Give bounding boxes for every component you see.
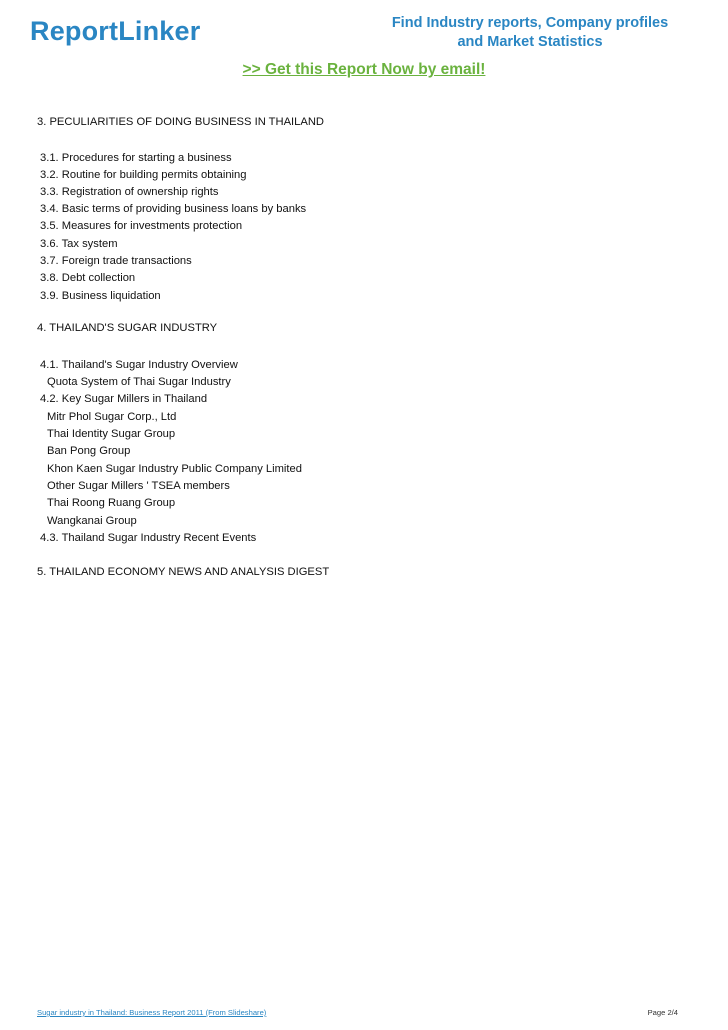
section-3-title: 3. PECULIARITIES OF DOING BUSINESS IN THAILAND	[37, 116, 325, 128]
tagline-line-2: and Market Statistics	[457, 34, 603, 50]
page-number: Page 2/4	[647, 1008, 678, 1017]
toc-item: 3.4. Basic terms of providing business loans by banks	[40, 203, 307, 215]
toc-item: 3.1. Procedures for starting a business	[40, 152, 232, 164]
toc-subitem: Ban Pong Group	[47, 445, 131, 457]
toc-subitem: Quota System of Thai Sugar Industry	[47, 376, 231, 388]
toc-subitem: Other Sugar Millers ' TSEA members	[47, 480, 230, 492]
toc-subitem: Khon Kaen Sugar Industry Public Company Limited	[47, 463, 302, 475]
toc-item: 3.2. Routine for building permits obtaining	[40, 169, 247, 181]
toc-item: 3.5. Measures for investments protection	[40, 220, 243, 232]
tagline-line-1: Find Industry reports, Company profiles	[391, 15, 669, 31]
tagline	[380, 14, 680, 52]
toc-subitem: Mitr Phol Sugar Corp., Ltd	[47, 411, 177, 423]
section-4-title: 4. THAILAND'S SUGAR INDUSTRY	[37, 322, 218, 334]
logo[interactable]: ReportLinker	[30, 16, 201, 46]
section-5-title: 5. THAILAND ECONOMY NEWS AND ANALYSIS DIGEST	[37, 566, 330, 578]
toc-item: 3.6. Tax system	[40, 238, 118, 250]
get-report-link[interactable]: >> Get this Report Now by email!	[242, 61, 486, 78]
footer-source-link[interactable]: Sugar industry in Thailand: Business Report 2011 (From Slideshare)	[37, 1008, 267, 1017]
toc-item: 3.9. Business liquidation	[40, 290, 161, 302]
toc-subitem: Thai Roong Ruang Group	[47, 497, 176, 509]
toc-item: 4.3. Thailand Sugar Industry Recent Events	[40, 532, 257, 544]
toc-item: 3.7. Foreign trade transactions	[40, 255, 192, 267]
toc-item: 3.3. Registration of ownership rights	[40, 186, 219, 198]
toc-item: 4.2. Key Sugar Millers in Thailand	[40, 393, 208, 405]
toc-subitem: Wangkanai Group	[47, 515, 137, 527]
toc-item: 3.8. Debt collection	[40, 272, 136, 284]
toc-item: 4.1. Thailand's Sugar Industry Overview	[40, 359, 238, 371]
toc-subitem: Thai Identity Sugar Group	[47, 428, 176, 440]
